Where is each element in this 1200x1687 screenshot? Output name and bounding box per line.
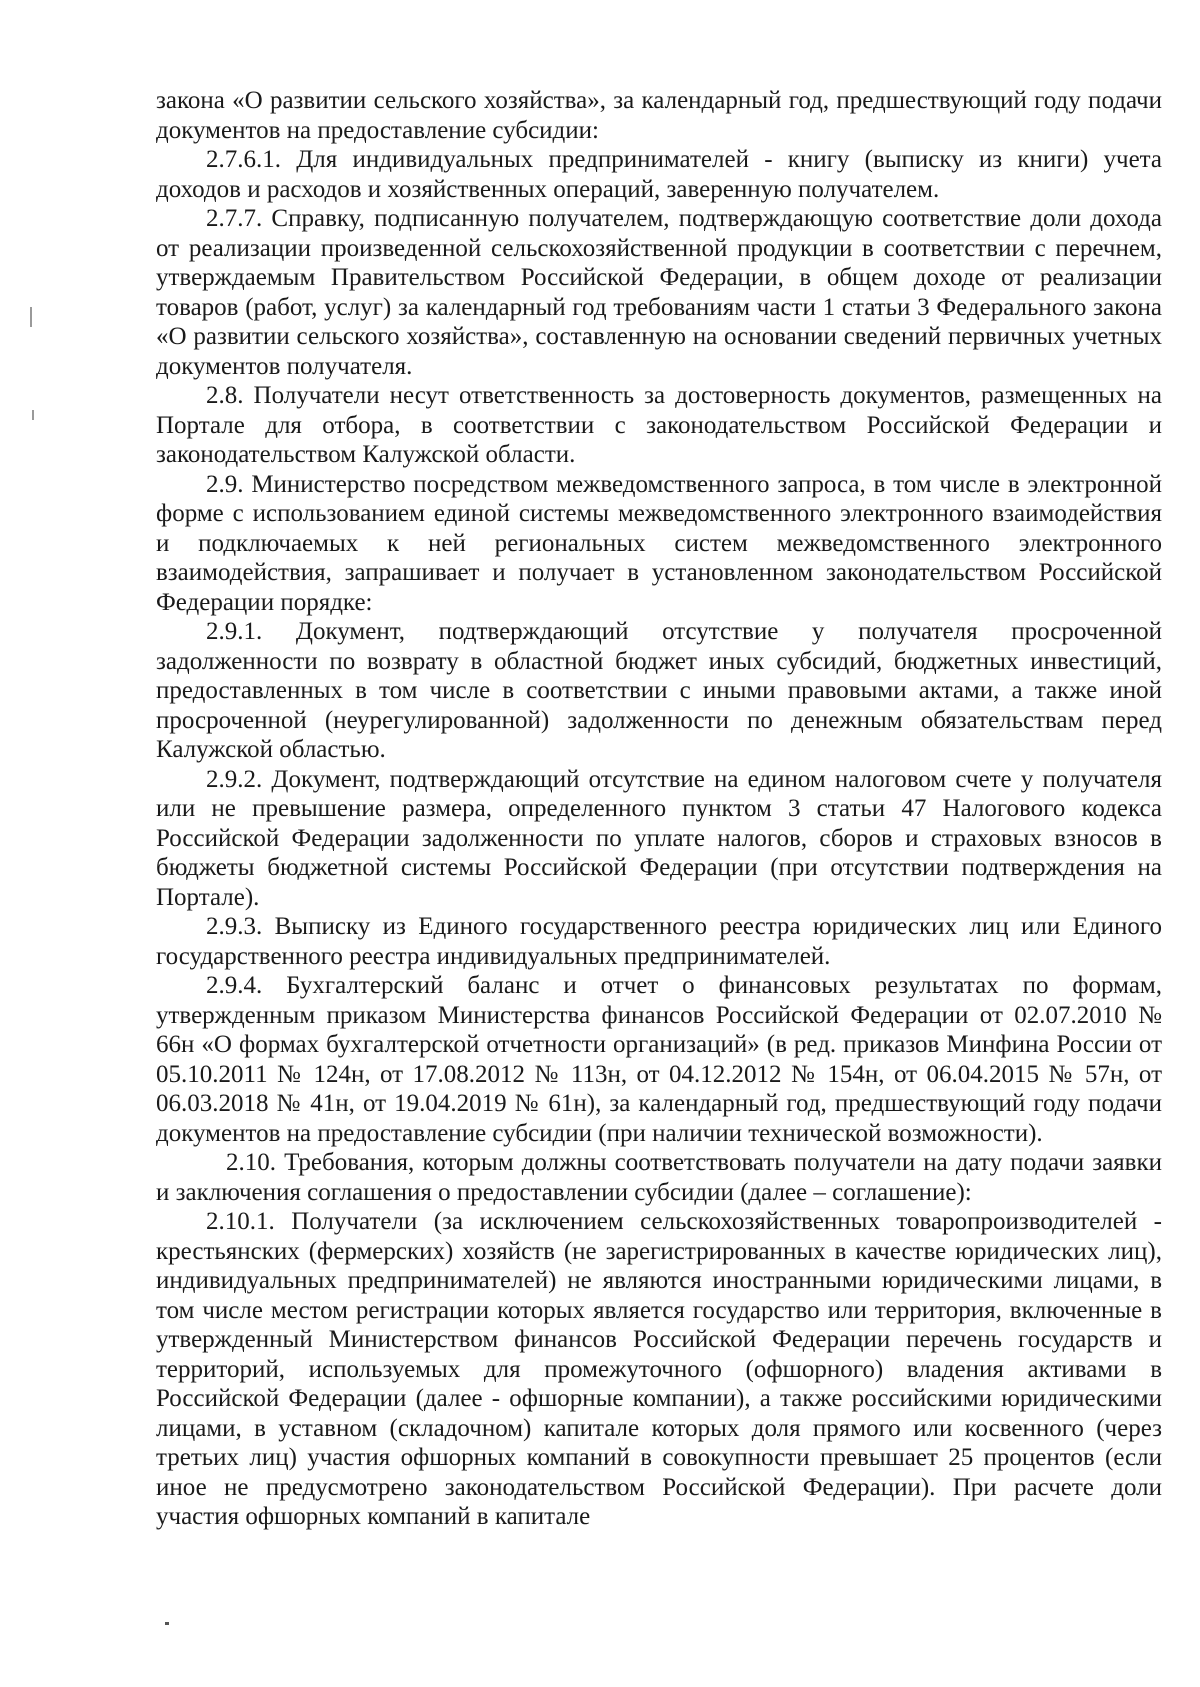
- paragraph-2-8: 2.8. Получатели несут ответственность за достоверность документов, размещенных на Портале для отбора, в соответствии с законодательством Российской Федерации и законодательством Калужской области.: [156, 382, 1162, 468]
- paragraph-2-9-3: 2.9.3. Выписку из Единого государственного реестра юридических лиц или Единого государственного реестра индивидуальных предпринимателей.: [156, 913, 1162, 970]
- scan-artifact-mark: [32, 410, 34, 420]
- paragraph-2-9-2: 2.9.2. Документ, подтверждающий отсутствие на едином налоговом счете у получателя или не превышение размера, определенного пунктом 3 статьи 47 Налогового кодекса Российской Федерации задолженности по уплате налогов, сборов и страховых взносов в бюджеты бюджетной системы Российской Федерации (при отсутствии подтверждения на Портале).: [156, 765, 1162, 911]
- paragraph-2-9-4: 2.9.4. Бухгалтерский баланс и отчет о финансовых результатах по формам, утвержденным приказом Министерства финансов Российской Федерации от 02.07.2010 № 66н «О формах бухгалтерской отчетности организаций» (в ред. приказов Минфина России от 05.10.2011 № 124н, от 17.08.2012 № 113н, от 04.12.2012 № 154н, от 06.04.2015 № 57н, от 06.03.2018 № 41н, от 19.04.2019 № 61н), за календарный год, предшествующий году подачи документов на предоставление субсидии (при наличии технической возможности).: [156, 972, 1162, 1147]
- paragraph-2-9-1: 2.9.1. Документ, подтверждающий отсутствие у получателя просроченной задолженности по возврату в областной бюджет иных субсидий, бюджетных инвестиций, предоставленных в том числе в соответствии с иными правовыми актами, а также иной просроченной (неурегулированной) задолженности по денежным обязательствам перед Калужской областью.: [156, 618, 1162, 763]
- scan-artifact-mark: [30, 307, 32, 327]
- paragraph-2-10: 2.10. Требования, которым должны соответствовать получатели на дату подачи заявки и заключения соглашения о предоставлении субсидии (далее – соглашение):: [156, 1149, 1162, 1206]
- scan-artifact-mark: [165, 1622, 169, 1625]
- paragraph-2-9: 2.9. Министерство посредством межведомственного запроса, в том числе в электронной форме с использованием единой системы межведомственного электронного взаимодействия и подключаемых к ней региональных систем межведомственного электронного взаимодействия, запрашивает и получает в установленном законодательством Российской Федерации порядке:: [156, 470, 1162, 616]
- paragraph-2-7-6-1: 2.7.6.1. Для индивидуальных предпринимателей - книгу (выписку из книги) учета доходов и расходов и хозяйственных операций, заверенную получателем.: [156, 146, 1162, 203]
- paragraph-2-10-1: 2.10.1. Получатели (за исключением сельскохозяйственных товаропроизводителей - крестьянских (фермерских) хозяйств (не зарегистрированных в качестве юридических лиц), индивидуальных предпринимателей) не являются иностранными юридическими лицами, в том числе местом регистрации которых является государство или территория, включенные в утвержденный Министерством финансов Российской Федерации перечень государств и территорий, используемых для промежуточного (офшорного) владения активами в Российской Федерации (далее - офшорные компании), а также российскими юридическими лицами, в уставном (складочном) капитале которых доля прямого или косвенного (через третьих лиц) участия офшорных компаний в совокупности превышает 25 процентов (если иное не предусмотрено законодательством Российской Федерации). При расчете доли участия офшорных компаний в капитале: [156, 1208, 1162, 1530]
- document-body: [156, 86, 1162, 1532]
- paragraph-2-7-7: 2.7.7. Справку, подписанную получателем, подтверждающую соответствие доли дохода от реализации произведенной сельскохозяйственной продукции в соответствии с перечнем, утверждаемым Правительством Российской Федерации, в общем доходе от реализации товаров (работ, услуг) за календарный год требованиям части 1 статьи 3 Федерального закона «О развитии сельского хозяйства», составленную на основании сведений первичных учетных документов получателя.: [156, 205, 1162, 380]
- paragraph-continuation: закона «О развитии сельского хозяйства», за календарный год, предшествующий году подачи документов на предоставление субсидии:: [156, 87, 1162, 144]
